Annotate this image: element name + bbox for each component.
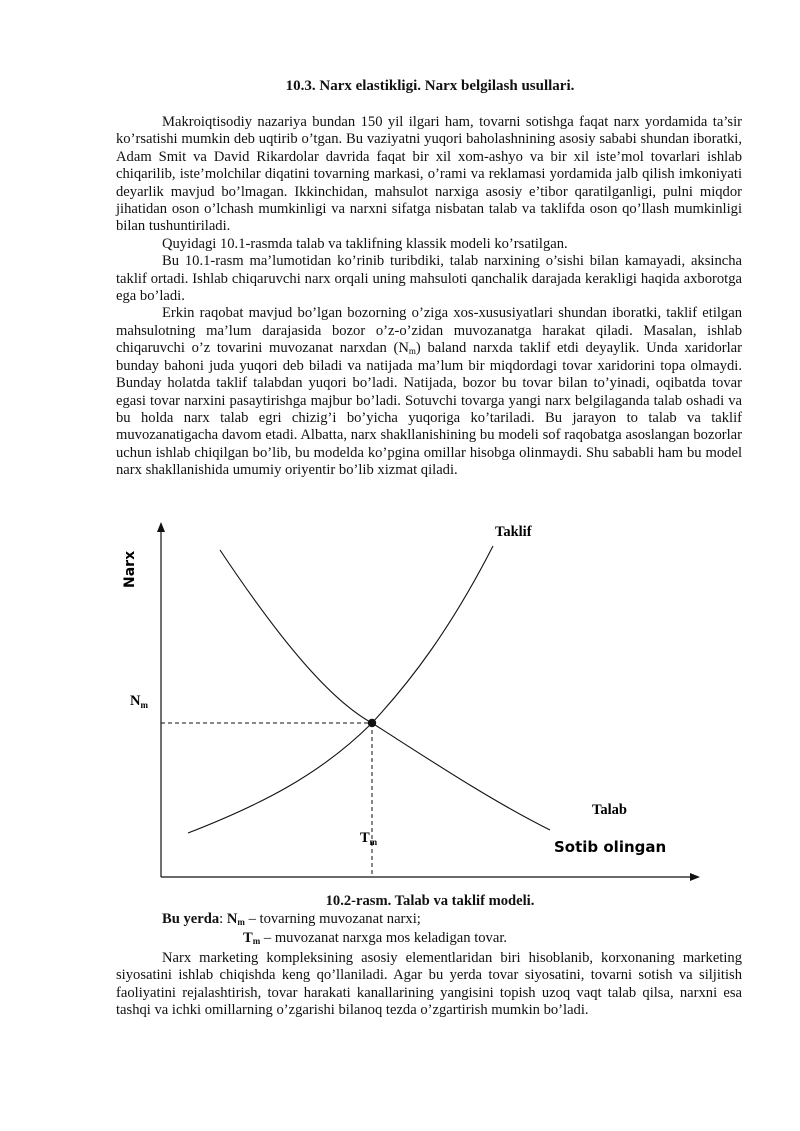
quantity-label: [360, 830, 378, 847]
y-axis-label: Narx: [122, 550, 138, 588]
paragraph: [116, 305, 742, 479]
subscript: m: [408, 346, 416, 357]
legend-symbol-text: T: [243, 930, 253, 946]
x-axis-label: Sotib olingan: [554, 838, 667, 856]
price-subscript: m: [140, 700, 148, 710]
section-title: 10.3. Narx elastikligi. Narx belgilash usullari.: [285, 78, 575, 94]
legend-item2-text: – muvozanat narxga mos keladigan tovar.: [260, 930, 508, 946]
figure-caption: 10.2-rasm. Talab va taklif modeli.: [325, 893, 535, 909]
supply-curve: [188, 546, 493, 833]
paragraph: Quyidagi 10.1-rasmda talab va taklifning klassik modeli ko’rsatilgan.: [162, 235, 568, 252]
paragraph-part: ) baland narxda taklif etdi deyaylik. Unda xaridorlar bunday bahoni juda yuqori deb biladi va natijada ma’lum bir miqdordagi tovar xaridorini topa olmaydi. Bunday holatda taklif talabdan yuqori bo’ladi. Natijada, bozor bu tovar bilan to’yinadi, oqibatda tovar egasi tovar narxini pasaytirishga majbur bo’ladi. Sotuvchi tovarga yangi narx belgilaganda talab oshadi va bu holda narx talab egri chizig’i bo’yicha yuqoriga ko’tariladi. Bu jarayon to talab va taklif muvozanatigacha davom etadi. Albatta, narx shakllanishining bu modeli sof raqobatga asoslangan bozorlar uchun ishlab chiqilgan bo’lib, bu modelda ko’pgina omillar hisobga olinmaydi. Shu sababli ham bu model narx shakllanishida umumiy oriyentir bo’lib xizmat qiladi.: [116, 340, 742, 479]
legend-symbol-n: [227, 911, 245, 927]
legend-line-2: [243, 930, 507, 947]
price-label: [130, 693, 148, 710]
legend-colon: :: [219, 911, 227, 927]
quantity-symbol: T: [360, 830, 370, 846]
legend-symbol-text: N: [226, 911, 238, 927]
quantity-subscript: m: [369, 837, 378, 847]
supply-demand-diagram: [110, 520, 710, 890]
paragraph: Makroiqtisodiy nazariya bundan 150 yil ilgari ham, tovarni sotishga faqat narx yordamida ta’sir ko’rsatishi mumkin deb uqtirib o’tgan. Bu vaziyatni yuqori baholashnining asosiy sababi shundan iboratki, Adam Smit va David Rikardolar davrida faqat bir xil xom-ashyo va bir xil iste’mol tovarlari ishlab chiqarilib, iste’molchilar diqatini tovarning markasi, o’rami va reklamasi yordamida jalb qilish imkoniyati deyarlik mavjud bo’lmagan. Ikkinchidan, mahsulot narxiga asosiy e’tibor qaratilganligi, pulni miqdor jihatidan oson o’lchash mumkinligi va narxni sifatga nisbatan talab va taklifda oson qo’llash mumkinligi bilan tushuntiriladi.: [116, 114, 742, 235]
demand-label: Talab: [592, 802, 627, 818]
x-axis-arrow: [690, 873, 700, 881]
supply-label: Taklif: [495, 524, 532, 540]
paragraph: Narx marketing kompleksining asosiy elementlaridan biri hisoblanib, korxonaning marketing siyosatini ishlab chiqishda keng qo’llaniladi. Agar bu yerda tovar siyosatini, tovarni sotish va siljitish faoliyatini rejalashtirish, tovar harakati kanallarining yangisini topish uzoq vaqt talab qilsa, narxni esa tashqi va ichki omillarning o’zgarishi bilanoq tezda o’zgartirish mumkin bo’ladi.: [116, 950, 742, 1019]
paragraph: Bu 10.1-rasm ma’lumotidan ko’rinib turibdiki, talab narxining o’sishi bilan kamayadi, aksincha taklif ortadi. Ishlab chiqaruvchi narx orqali uning mahsuloti qanchalik darajada kerakligi haqida axborotga ega bo’ladi.: [116, 253, 742, 305]
body-text: [116, 114, 742, 480]
legend-symbol-t: [243, 930, 260, 946]
subscript: m: [237, 917, 245, 927]
demand-curve: [220, 550, 550, 830]
subscript: m: [252, 936, 261, 946]
paragraph-part: Erkin raqobat mavjud bo’lgan bozorning o’ziga xos-xususiyatlari shundan iboratki, taklif etilgan mahsulotning ma’lum darajasida bozor o’z-o’zidan muvozanatga harakat qiladi. Masalan, ishlab chiqaruvchi o’z tovarini muvozanat narxdan (N: [116, 305, 742, 357]
y-axis-arrow: [157, 522, 165, 532]
legend-item1-text: – tovarning muvozanat narxi;: [244, 911, 421, 927]
legend-intro: Bu yerda: [162, 911, 220, 927]
legend-line-1: [162, 911, 421, 928]
equilibrium-point: [368, 719, 376, 727]
closing-text: [116, 950, 742, 1020]
price-symbol: N: [130, 693, 141, 709]
